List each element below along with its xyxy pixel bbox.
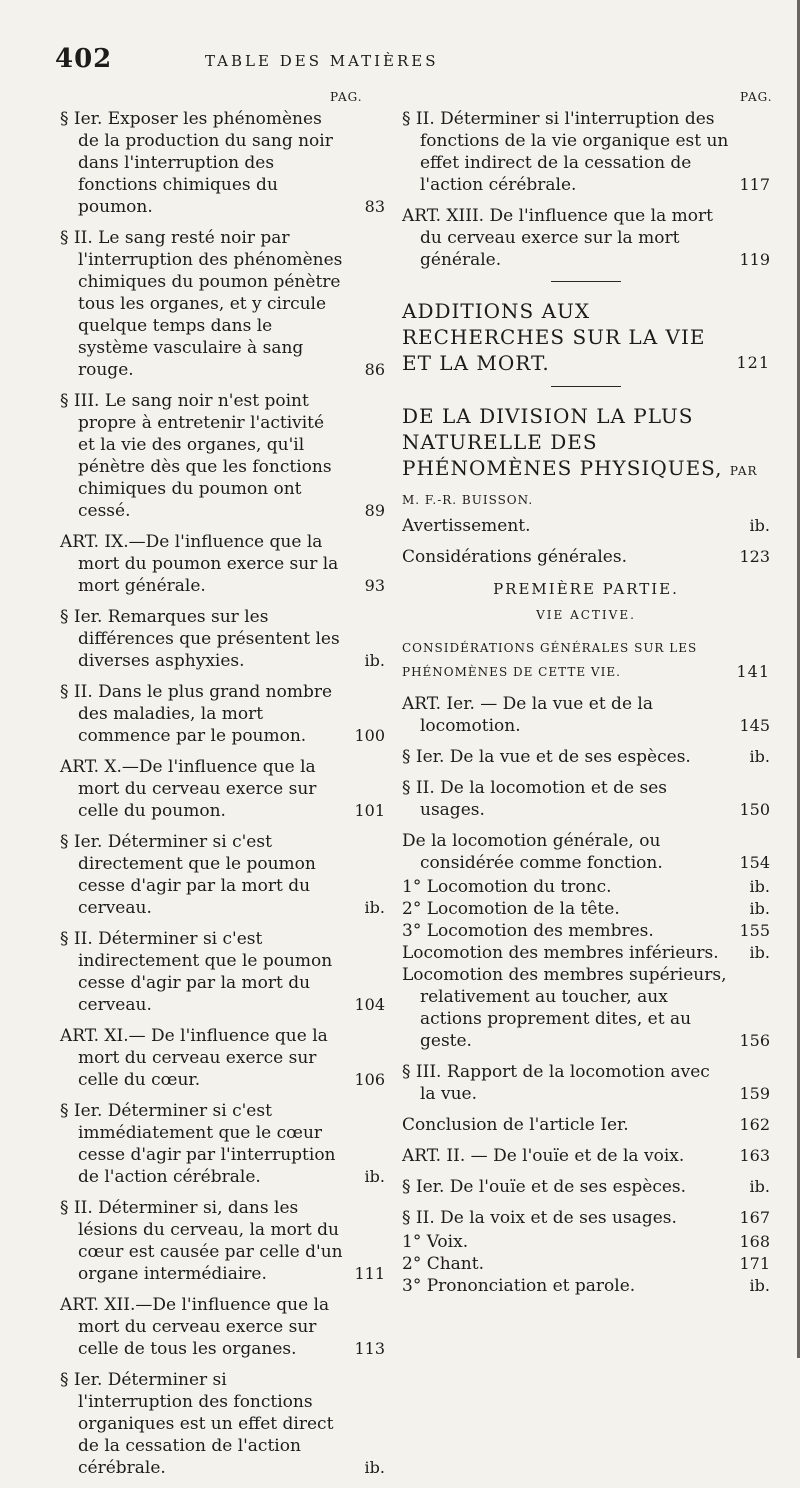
toc-article [402,205,770,271]
toc-entry [402,830,770,874]
toc-entry [402,1231,770,1253]
toc-article [60,1025,385,1091]
toc-entry [402,1207,770,1229]
toc-article [402,1145,770,1167]
toc-entry-page: 154 [739,853,770,872]
toc-entry [402,1114,770,1136]
toc-entry [402,746,770,768]
divider [551,386,621,387]
toc-entry-text: CONSIDÉRATIONS GÉNÉRALES SUR LES PHÉNOMÈNES DE CETTE VIE. [402,641,698,679]
toc-entry [60,928,385,1016]
division-heading-text: DE LA DIVISION LA PLUS NATURELLE DES PHÉNOMÈNES PHYSIQUES, [402,404,723,480]
toc-article [60,756,385,822]
toc-entry-text: § III. Le sang noir n'est point propre à entretenir l'activité et la vie des organes, qu'il pénètre dès que les fonctions chimiques du poumon ont cessé. [60,391,332,521]
toc-entry-text: 3° Locomotion des membres. [402,921,654,941]
toc-entry-text: § II. Déterminer si, dans les lésions du cerveau, la mort du cœur est causée par celle d'un organe intermédiaire. [60,1198,343,1284]
toc-entry-text: 2° Chant. [402,1254,484,1274]
toc-entry [60,1100,385,1188]
toc-entry-page: 86 [364,360,385,379]
toc-entry-page: 104 [354,995,385,1014]
toc-entry-text: § Ier. Déterminer si l'interruption des fonctions organiques est un effet direct de la cessation de l'action cérébrale. [60,1370,334,1478]
toc-article [402,693,770,737]
toc-entry-text: ART. II. — De l'ouïe et de la voix. [402,1146,685,1166]
toc-entry-page: ib. [749,1276,770,1295]
toc-entry [60,108,385,218]
toc-entry-page: ib. [749,747,770,766]
toc-entry-page: ib. [364,1167,385,1186]
toc-entry-page: 89 [364,501,385,520]
toc-entry [60,831,385,919]
toc-entry-page: 141 [736,662,770,681]
toc-entry-text: § II. De la voix et de ses usages. [402,1208,677,1228]
toc-entry-page: 93 [364,576,385,595]
division-heading [402,403,770,513]
toc-entry-page: 155 [739,921,770,940]
toc-entry-text: Avertissement. [402,516,531,536]
toc-entry-page: ib. [749,877,770,896]
toc-entry-page: ib. [749,516,770,535]
toc-entry-text: § Ier. Déterminer si c'est immédiatement que le cœur cesse d'agir par l'interruption de l'action cérébrale. [60,1101,336,1187]
toc-entry-page: 168 [739,1232,770,1251]
toc-entry-text: § Ier. De la vue et de ses espèces. [402,747,691,767]
page-number: 402 [55,44,113,74]
toc-article [60,531,385,597]
toc-entry [402,1275,770,1297]
toc-entry-text: Locomotion des membres supérieurs, relativement au toucher, aux actions proprement dites, et au geste. [402,965,727,1051]
toc-entry [402,1253,770,1275]
toc-entry-text: 1° Voix. [402,1232,469,1252]
toc-entry [402,898,770,920]
toc-entry-page: 159 [739,1084,770,1103]
toc-entry-text: § II. Le sang resté noir par l'interruption des phénomènes chimiques du poumon pénètre tous les organes, et y circule quelque temps dans le système vasculaire à sang rouge. [60,228,343,380]
part-subtitle: VIE ACTIVE. [536,608,636,622]
toc-entry-text: Locomotion des membres inférieurs. [402,943,719,963]
toc-entry-page: ib. [364,1458,385,1477]
toc-entry [402,546,770,568]
right-column [402,108,770,1297]
toc-entry-text: ART. XII.—De l'influence que la mort du cerveau exerce sur celle de tous les organes. [60,1295,330,1359]
pag-label-right: PAG. [740,90,773,104]
toc-entry-page: 123 [739,547,770,566]
toc-entry-page: ib. [749,943,770,962]
toc-entry-text: § II. Dans le plus grand nombre des maladies, la mort commence par le poumon. [60,682,333,746]
toc-entry-page: 163 [739,1146,770,1165]
toc-entry-text: 1° Locomotion du tronc. [402,877,612,897]
toc-entry-text: § III. Rapport de la locomotion avec la vue. [402,1062,710,1104]
left-column [60,108,385,1488]
toc-entry-text: ART. IX.—De l'influence que la mort du poumon exerce sur la mort générale. [60,532,339,596]
toc-entry [60,227,385,381]
toc-entry-text: ART. X.—De l'influence que la mort du cerveau exerce sur celle du poumon. [60,757,317,821]
toc-entry-page: ib. [749,1177,770,1196]
toc-entry-page: 113 [354,1339,385,1358]
toc-entry-page: 111 [354,1264,385,1283]
toc-entry-text: § II. Déterminer si c'est indirectement que le poumon cesse d'agir par la mort du cerveau. [60,929,333,1015]
toc-entry-page: ib. [364,898,385,917]
running-head: TABLE DES MATIÈRES [205,52,439,70]
toc-entry-text: 3° Prononciation et parole. [402,1276,636,1296]
toc-entry [402,515,770,537]
toc-entry-text: ART. Ier. — De la vue et de la locomotion. [402,694,653,736]
part-title: PREMIÈRE PARTIE. [493,580,679,598]
toc-entry-text: § II. Déterminer si l'interruption des fonctions de la vie organique est un effet indirect de la cessation de l'action cérébrale. [402,109,729,195]
toc-entry [402,920,770,942]
additions-heading-page: 121 [736,353,770,372]
toc-entry-page: 119 [739,250,770,269]
toc-entry [402,1176,770,1198]
toc-entry [402,636,770,684]
toc-entry [402,108,770,196]
toc-entry-text: ART. XI.— De l'influence que la mort du cerveau exerce sur celle du cœur. [60,1026,328,1090]
toc-entry-page: 145 [739,716,770,735]
toc-entry-page: 100 [354,726,385,745]
toc-entry-page: ib. [364,651,385,670]
toc-entry-page: 156 [739,1031,770,1050]
toc-entry-text: § II. De la locomotion et de ses usages. [402,778,668,820]
toc-article [60,1294,385,1360]
toc-entry-page: 117 [739,175,770,194]
toc-entry-page: 106 [354,1070,385,1089]
toc-entry-text: § Ier. Remarques sur les différences que présentent les diverses asphyxies. [60,607,340,671]
toc-entry-page: 83 [364,197,385,216]
toc-entry-page: 167 [739,1208,770,1227]
toc-entry-page: ib. [749,899,770,918]
additions-heading [402,298,770,376]
toc-entry-page: 162 [739,1115,770,1134]
toc-entry [402,1061,770,1105]
additions-heading-text: ADDITIONS AUX RECHERCHES SUR LA VIE ET LA MORT. [402,299,706,375]
toc-entry [402,964,770,1052]
toc-entry-text: 2° Locomotion de la tête. [402,899,620,919]
toc-entry-text: De la locomotion générale, ou considérée comme fonction. [402,831,663,873]
divider [551,281,621,282]
toc-entry-page: 150 [739,800,770,819]
toc-entry [402,942,770,964]
toc-entry [60,681,385,747]
division-author: PAR M. F.-R. BUISSON. [402,464,758,507]
toc-entry-page: 101 [354,801,385,820]
toc-entry [60,390,385,522]
toc-entry-text: § Ier. Déterminer si c'est directement que le poumon cesse d'agir par la mort du cerveau. [60,832,316,918]
toc-entry [60,606,385,672]
toc-entry-page: 171 [739,1254,770,1273]
toc-entry [402,876,770,898]
toc-entry-text: Conclusion de l'article Ier. [402,1115,629,1135]
toc-entry [60,1369,385,1479]
toc-entry-text: Considérations générales. [402,547,627,567]
pag-label-left: PAG. [330,90,363,104]
toc-entry-text: § Ier. Exposer les phénomènes de la production du sang noir dans l'interruption des fonctions chimiques du poumon. [60,109,333,217]
toc-entry-text: ART. XIII. De l'influence que la mort du cerveau exerce sur la mort générale. [402,206,713,270]
toc-entry [402,777,770,821]
toc-entry [60,1197,385,1285]
toc-entry-text: § Ier. De l'ouïe et de ses espèces. [402,1177,687,1197]
